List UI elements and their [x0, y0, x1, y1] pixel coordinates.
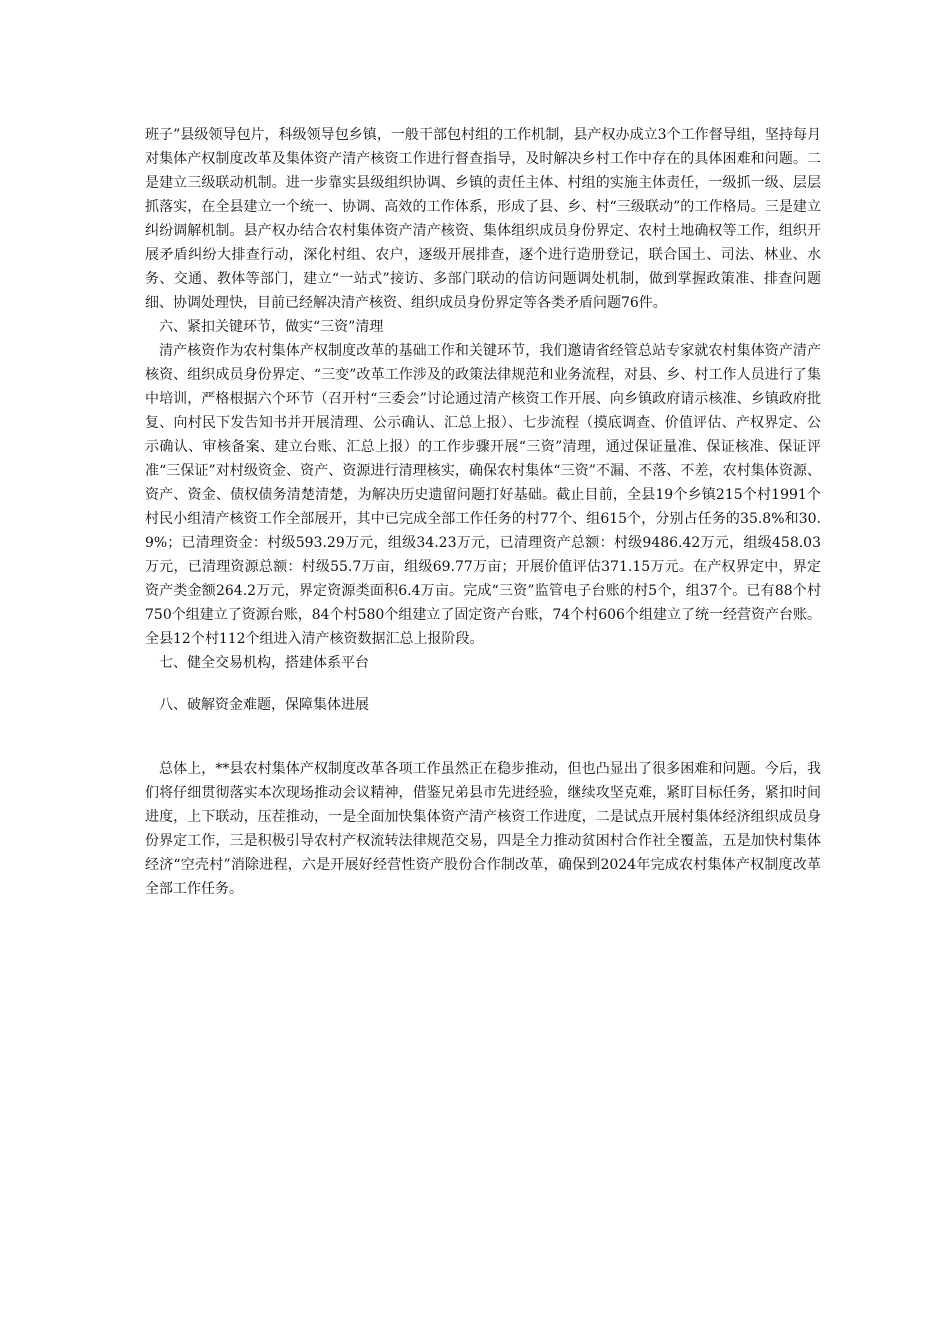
- paragraph-asset-verification: 清产核资作为农村集体产权制度改革的基础工作和关键环节，我们邀请省经管总站专家就农村集体资产清产核资、组织成员身份界定、“三变”改革工作涉及的政策法律规范和业务流程，对县、乡、村工作人员进行了集中培训，严格根据六个环节（召开村“三委会”讨论通过清产核资工作开展、向乡镇政府请示核准、乡镇政府批复、向村民下发告知书并开展清理、公示确认、汇总上报）、七步流程（摸底调查、价值评估、产权界定、公示确认、审核备案、建立台账、汇总上报）的工作步骤开展“三资”清理，通过保证量准、保证核准、保证评准“三保证”对村级资金、资产、资源进行清理核实，确保农村集体“三资”不漏、不落、不差，农村集体资源、资产、资金、债权债务清楚清楚，为解决历史遗留问题打好基础。截止目前，全县19个乡镇215个村1991个村民小组清产核资工作全部展开，其中已完成全部工作任务的村77个、组615个，分别占任务的35.8%和30.9%；已清理资金：村级593.29万元，组级34.23万元，已清理资产总额：村级9486.42万元，组级458.03万元，已清理资源总额：村级55.7万亩，组级69.77万亩；开展价值评估371.15万元。在产权界定中，界定资产类金额264.2万元，界定资源类面积6.4万亩。完成“三资”监管电子台账的村5个，组37个。已有88个村750个组建立了资源台账，84个村580个组建立了固定资产台账，74个村606个组建立了统一经营资产台账。全县12个村112个组进入清产核资数据汇总上报阶段。: [145, 343, 821, 647]
- spacer: [145, 717, 821, 757]
- paragraph-work-mechanism: 班子”县级领导包片，科级领导包乡镇，一般干部包村组的工作机制，县产权办成立3个工作督导组，坚持每月对集体产权制度改革及集体资产清产核资工作进行督查指导，及时解决乡村工作中存在的具体困难和问题。二是建立三级联动机制。进一步靠实县级组织协调、乡镇的责任主体、村组的实施主体责任，一级抓一级、层层抓落实，在全县建立一个统一、协调、高效的工作体系，形成了县、乡、村“三级联动”的工作格局。三是建立纠纷调解机制。县产权办结合农村集体资产清产核资、集体组织成员身份界定、农村土地确权等工作，组织开展矛盾纠纷大排查行动，深化村组、农户，逐级开展排查，逐个进行造册登记，联合国土、司法、林业、水务、交通、教体等部门，建立“一站式”接访、多部门联动的信访问题调处机制，做到掌握政策准、排查问题细、协调处理快，目前已经解决清产核资、组织成员身份界定等各类矛盾问题76件。: [145, 127, 821, 311]
- section-heading-8: 八、破解资金难题，保障集体进展: [159, 697, 369, 713]
- paragraph-summary: 总体上，**县农村集体产权制度改革各项工作虽然正在稳步推动，但也凸显出了很多困难和问题。今后，我们将仔细贯彻落实本次现场推动会议精神，借鉴兄弟县市先进经验，继续攻坚克难，紧盯目标任务，紧扣时间进度，上下联动，压茬推动，一是全面加快集体资产清产核资工作进度，二是试点开展村集体经济组织成员身份界定工作，三是积极引导农村产权流转法律规范交易，四是全力推动贫困村合作社全覆盖，五是加快村集体经济“空壳村”消除进程，六是开展好经营性资产股份合作制改革，确保到2024年完成农村集体产权制度改革全部工作任务。: [145, 761, 821, 897]
- section-heading-7: 七、健全交易机构，搭建体系平台: [159, 655, 369, 671]
- document-page: [145, 123, 821, 901]
- spacer: [145, 675, 821, 693]
- section-heading-6: 六、紧扣关键环节，做实“三资”清理: [159, 319, 384, 335]
